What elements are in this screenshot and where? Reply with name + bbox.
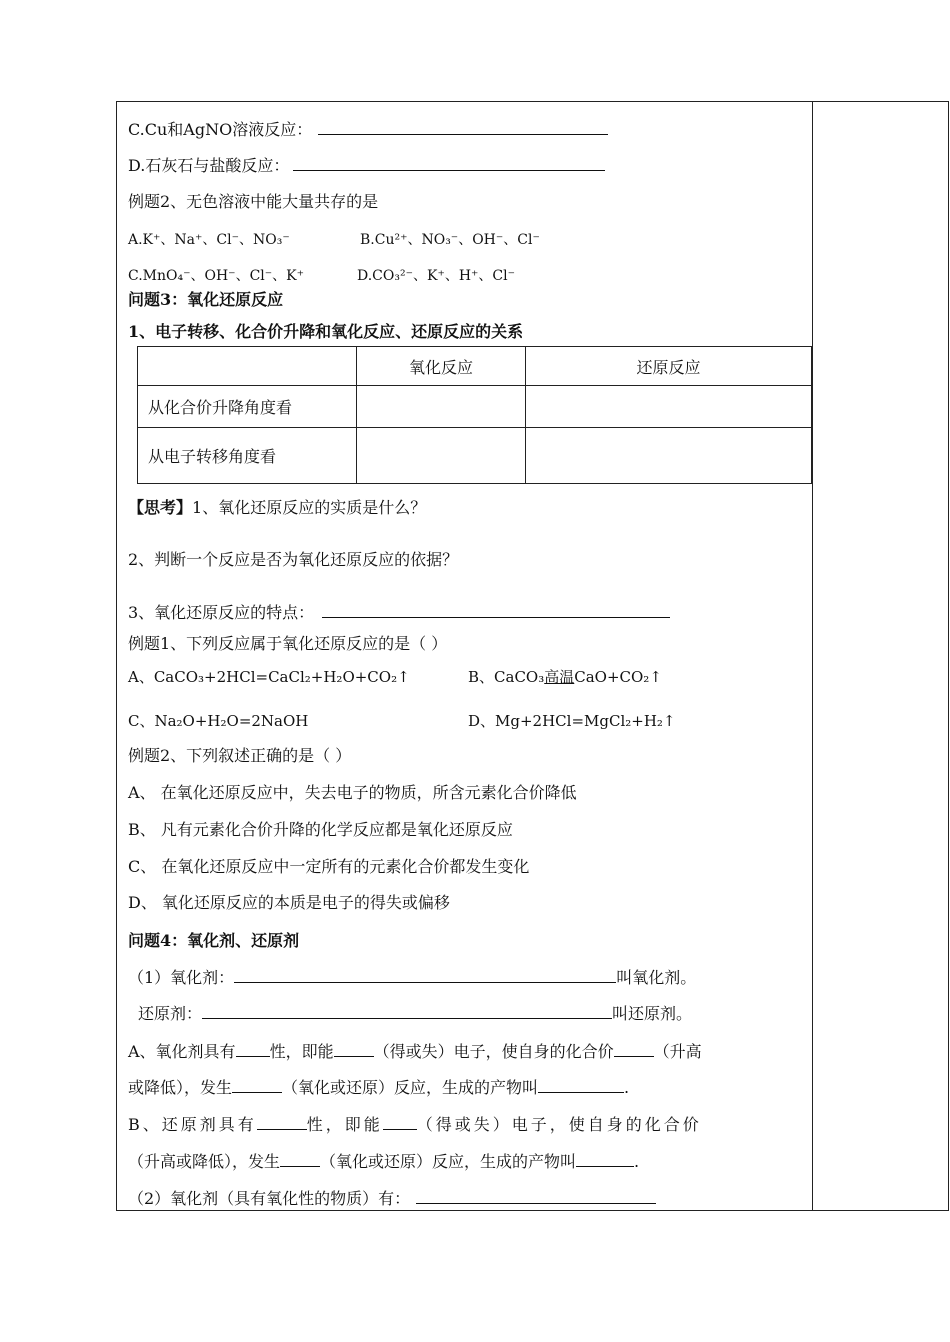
table-cell <box>526 428 812 484</box>
think-2: 2、判断一个反应是否为氧化还原反应的依据？ <box>128 550 459 569</box>
ex1-option-c: C、Na₂O+H₂O=2NaOH <box>128 712 309 730</box>
option-c: C.MnO₄⁻、OH⁻、Cl⁻、K⁺ <box>128 268 304 284</box>
q3-subtitle: 1、电子转移、化合价升降和氧化反应、还原反应的关系 <box>128 322 524 341</box>
ex2-option-b: B、 凡有元素化合价升降的化学反应都是氧化还原反应 <box>128 820 513 839</box>
para-a-line1: A、氧化剂具有 性，即能 （得或失）电子，使自身的化合价 （升高 <box>128 1042 702 1061</box>
q3-title: 问题3：氧化还原反应 <box>128 290 284 309</box>
table-cell: 从电子转移角度看 <box>138 428 357 484</box>
table-header-oxidation: 氧化反应 <box>357 347 526 386</box>
table-header-empty <box>138 347 357 386</box>
table-cell <box>357 428 526 484</box>
ex1-title: 例题1、下列反应属于氧化还原反应的是（ ） <box>128 634 448 653</box>
ex2-option-d: D、 氧化还原反应的本质是电子的得失或偏移 <box>128 893 450 912</box>
table-header-reduction: 还原反应 <box>526 347 812 386</box>
table-cell: 从化合价升降角度看 <box>138 386 357 428</box>
ex1-option-b: B、CaCO₃高温CaO+CO₂↑ <box>468 668 662 686</box>
q4-oxidant: （1）氧化剂： 叫氧化剂。 <box>128 968 697 987</box>
table-cell <box>526 386 812 428</box>
option-d: D.CO₃²⁻、K⁺、H⁺、Cl⁻ <box>357 268 516 284</box>
ex2-title: 例题2、下列叙述正确的是（ ） <box>128 746 352 765</box>
q4-oxidizers: （2）氧化剂（具有氧化性的物质）有： <box>128 1189 656 1209</box>
para-b-line1: B、还原剂具有 性，即能 （得或失）电子，使自身的化合价 <box>128 1115 702 1134</box>
line-c-cu: C.Cu和AgNO溶液反应： <box>128 120 608 140</box>
option-b: B.Cu²⁺、NO₃⁻、OH⁻、Cl⁻ <box>360 232 540 248</box>
think-3: 3、氧化还原反应的特点： <box>128 603 670 623</box>
q4-reductant: 还原剂： 叫还原剂。 <box>138 1004 693 1023</box>
ex1-option-a: A、CaCO₃+2HCl=CaCl₂+H₂O+CO₂↑ <box>128 668 410 686</box>
ex1-option-d: D、Mg+2HCl=MgCl₂+H₂↑ <box>468 712 676 730</box>
para-a-line2: 或降低），发生 （氧化或还原）反应，生成的产物叫 . <box>128 1078 630 1097</box>
example2-title: 例题2、无色溶液中能大量共存的是 <box>128 192 379 211</box>
table-row <box>138 386 812 428</box>
relation-table <box>137 346 812 484</box>
q4-title: 问题4：氧化剂、还原剂 <box>128 931 300 950</box>
column-divider <box>812 101 813 1211</box>
think-1: 【思考】1、氧化还原反应的实质是什么？ <box>128 498 427 517</box>
ex2-option-a: A、 在氧化还原反应中，失去电子的物质，所含元素化合价降低 <box>128 783 577 802</box>
option-a: A.K⁺、Na⁺、Cl⁻、NO₃⁻ <box>128 232 290 248</box>
table-cell <box>357 386 526 428</box>
table-header-row <box>138 347 812 386</box>
ex2-option-c: C、 在氧化还原反应中一定所有的元素化合价都发生变化 <box>128 857 530 876</box>
table-row <box>138 428 812 484</box>
para-b-line2: （升高或降低），发生 （氧化或还原）反应，生成的产物叫 . <box>128 1152 640 1171</box>
line-d-limestone: D.石灰石与盐酸反应： <box>128 156 605 176</box>
